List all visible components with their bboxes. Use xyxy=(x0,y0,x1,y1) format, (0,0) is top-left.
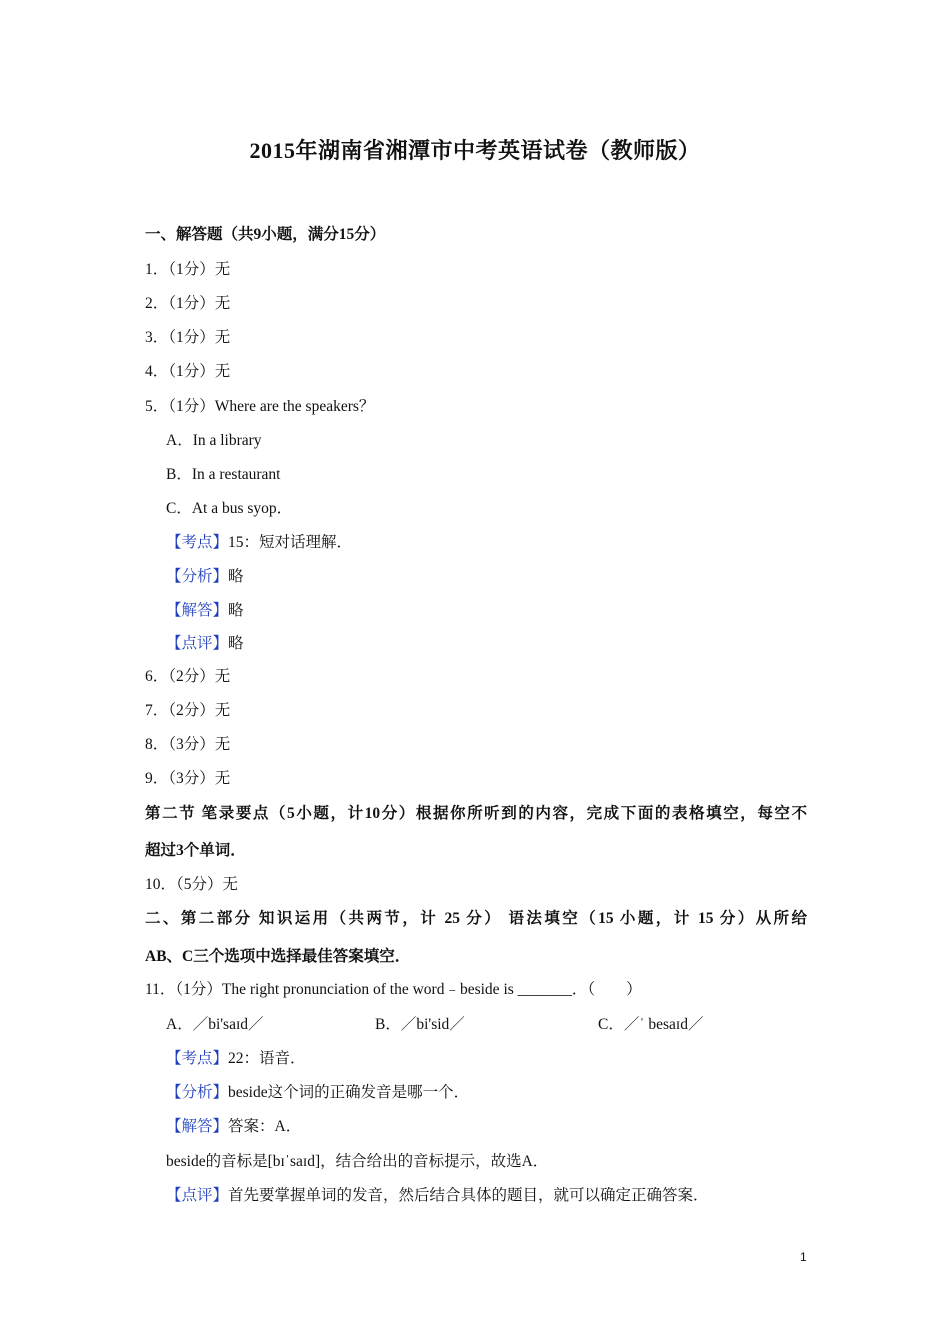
q5-fenxi xyxy=(166,564,244,586)
question-5-option-c: C．At a bus syop． xyxy=(166,500,293,517)
question-8: 8．（3分）无 xyxy=(145,736,231,753)
jieda-tag: 【解答】 xyxy=(166,1118,229,1135)
q11-kaodian xyxy=(166,1046,306,1068)
fenxi-tag: 【分析】 xyxy=(166,1084,229,1101)
fenxi-tag: 【分析】 xyxy=(166,568,229,585)
section2-heading-line2: 超过3个单词． xyxy=(145,842,246,859)
q11-dianping xyxy=(166,1183,709,1205)
question-10: 10．（5分）无 xyxy=(145,876,239,893)
question-11-option-c: C．／ˈ besaɪd／ xyxy=(598,1016,704,1033)
question-9: 9．（3分）无 xyxy=(145,770,231,787)
kaodian-tag: 【考点】 xyxy=(166,534,229,551)
dianping-tag: 【点评】 xyxy=(166,1187,229,1204)
kaodian-tag: 【考点】 xyxy=(166,1050,229,1067)
page-title: 2015年湖南省湘潭市中考英语试卷（教师版） xyxy=(249,138,701,163)
jieda-tag: 【解答】 xyxy=(166,602,229,619)
question-3: 3．（1分）无 xyxy=(145,329,231,346)
kaodian-text: 22：语音． xyxy=(228,1050,306,1067)
question-1: 1．（1分）无 xyxy=(145,261,231,278)
question-7: 7．（2分）无 xyxy=(145,702,231,719)
q11-jieda xyxy=(166,1114,301,1136)
question-11-stem: 11．（1分）The right pronunciation of the word﹣beside is _______．（ ） xyxy=(145,981,642,998)
section3-heading-line1: 二、第二部分 知识运用（共两节，计 25 分） 语法填空（15 小题，计 15 分）从所给 xyxy=(145,910,807,927)
question-11-option-a: A．／bi'saɪd／ xyxy=(166,1016,264,1033)
question-6: 6．（2分）无 xyxy=(145,668,231,685)
q5-dianping xyxy=(166,631,244,653)
question-5-option-a: A．In a library xyxy=(166,432,262,449)
section2-heading-line1: 第二节 笔录要点（5小题，计10分）根据你所听到的内容，完成下面的表格填空，每空不 xyxy=(145,805,807,822)
q11-fenxi xyxy=(166,1080,469,1102)
dianping-text: 略 xyxy=(228,635,244,652)
jieda-text: 答案：A． xyxy=(228,1118,302,1135)
fenxi-text: 略 xyxy=(228,568,244,585)
kaodian-text: 15：短对话理解． xyxy=(228,534,353,551)
dianping-tag: 【点评】 xyxy=(166,635,229,652)
section3-heading-line2: AB、C三个选项中选择最佳答案填空． xyxy=(145,948,411,965)
fenxi-text: beside这个词的正确发音是哪一个． xyxy=(228,1084,470,1101)
q5-kaodian xyxy=(166,530,352,552)
q5-jieda xyxy=(166,598,244,620)
question-5-stem: 5．（1分）Where are the speakers？ xyxy=(145,398,375,415)
jieda-text: 略 xyxy=(228,602,244,619)
question-11-option-b: B．／bi'sid／ xyxy=(375,1016,465,1033)
question-5-option-b: B．In a restaurant xyxy=(166,466,281,483)
question-4: 4．（1分）无 xyxy=(145,363,231,380)
question-2: 2．（1分）无 xyxy=(145,295,231,312)
dianping-text: 首先要掌握单词的发音，然后结合具体的题目，就可以确定正确答案． xyxy=(228,1187,709,1204)
page-number: 1 xyxy=(800,1250,807,1264)
section-heading: 一、解答题（共9小题，满分15分） xyxy=(145,226,386,243)
q11-explanation: beside的音标是[bɪˈsaɪd]，结合给出的音标提示，故选A． xyxy=(166,1153,549,1170)
